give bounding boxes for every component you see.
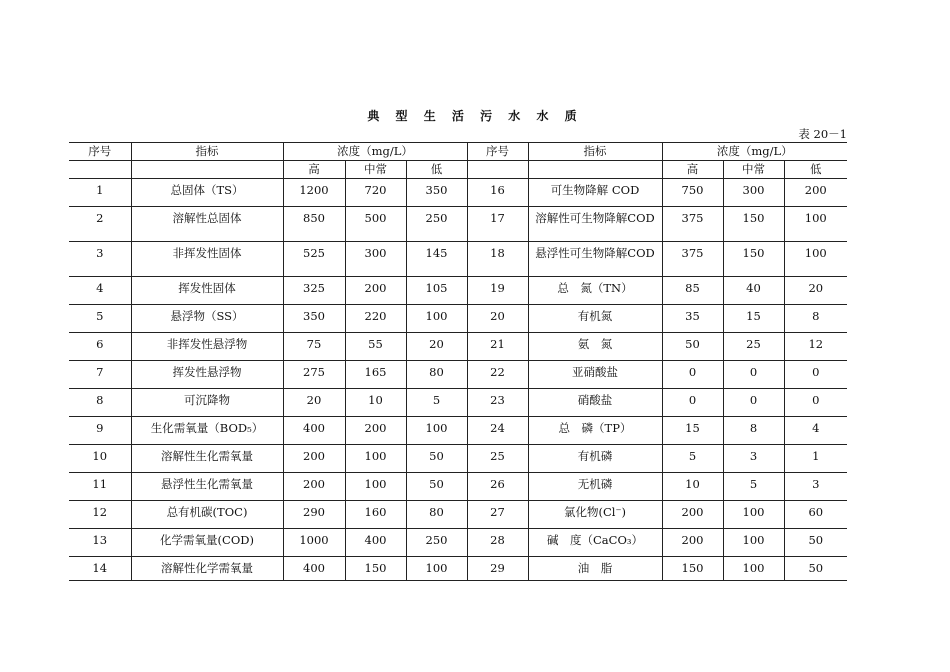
right-medium-cell: 8 — [723, 417, 784, 445]
right-low-cell: 200 — [784, 179, 847, 207]
left-medium-cell: 165 — [345, 361, 406, 389]
right-high-cell: 15 — [662, 417, 723, 445]
table-row — [69, 207, 847, 242]
right-name-cell: 亚硝酸盐 — [528, 361, 662, 389]
right-high-cell: 375 — [662, 242, 723, 277]
table-row — [69, 445, 847, 473]
header-concentration-right: 浓度（mg/L） — [662, 143, 847, 161]
table-row — [69, 417, 847, 445]
left-high-cell: 325 — [283, 277, 345, 305]
header-indicator-right: 指标 — [528, 143, 662, 161]
right-low-cell: 8 — [784, 305, 847, 333]
right-low-cell: 20 — [784, 277, 847, 305]
left-high-cell: 275 — [283, 361, 345, 389]
left-no-cell: 10 — [69, 445, 131, 473]
left-name-cell: 悬浮性生化需氧量 — [131, 473, 283, 501]
right-medium-cell: 100 — [723, 557, 784, 581]
right-high-cell: 85 — [662, 277, 723, 305]
left-high-cell: 850 — [283, 207, 345, 242]
right-no-cell: 20 — [467, 305, 528, 333]
right-medium-cell: 25 — [723, 333, 784, 361]
right-high-cell: 5 — [662, 445, 723, 473]
left-medium-cell: 150 — [345, 557, 406, 581]
left-low-cell: 20 — [406, 333, 467, 361]
right-high-cell: 10 — [662, 473, 723, 501]
header-high-right: 高 — [662, 161, 723, 179]
left-no-cell: 8 — [69, 389, 131, 417]
water-quality-table — [69, 142, 847, 581]
left-name-cell: 总有机碳(TOC) — [131, 501, 283, 529]
left-low-cell: 250 — [406, 529, 467, 557]
left-low-cell: 5 — [406, 389, 467, 417]
right-low-cell: 3 — [784, 473, 847, 501]
left-no-cell: 14 — [69, 557, 131, 581]
table-row — [69, 473, 847, 501]
left-high-cell: 20 — [283, 389, 345, 417]
left-medium-cell: 200 — [345, 417, 406, 445]
left-low-cell: 250 — [406, 207, 467, 242]
left-low-cell: 80 — [406, 501, 467, 529]
left-name-cell: 悬浮物（SS） — [131, 305, 283, 333]
right-low-cell: 0 — [784, 389, 847, 417]
left-high-cell: 75 — [283, 333, 345, 361]
right-low-cell: 60 — [784, 501, 847, 529]
left-low-cell: 145 — [406, 242, 467, 277]
table-row — [69, 501, 847, 529]
right-no-cell: 22 — [467, 361, 528, 389]
left-high-cell: 200 — [283, 473, 345, 501]
right-no-cell: 16 — [467, 179, 528, 207]
right-name-cell: 氯化物(Cl⁻) — [528, 501, 662, 529]
header-no-right: 序号 — [467, 143, 528, 161]
left-no-cell: 3 — [69, 242, 131, 277]
left-medium-cell: 720 — [345, 179, 406, 207]
left-low-cell: 100 — [406, 557, 467, 581]
left-name-cell: 生化需氧量（BOD₅） — [131, 417, 283, 445]
right-no-cell: 25 — [467, 445, 528, 473]
right-no-cell: 28 — [467, 529, 528, 557]
left-name-cell: 溶解性化学需氧量 — [131, 557, 283, 581]
left-no-cell: 7 — [69, 361, 131, 389]
table-number: 表 20－1 — [798, 127, 847, 141]
right-name-cell: 硝酸盐 — [528, 389, 662, 417]
header-medium-left: 中常 — [345, 161, 406, 179]
left-high-cell: 400 — [283, 417, 345, 445]
left-low-cell: 350 — [406, 179, 467, 207]
right-medium-cell: 0 — [723, 389, 784, 417]
header-low-left: 低 — [406, 161, 467, 179]
header-concentration-left: 浓度（mg/L） — [283, 143, 467, 161]
right-low-cell: 4 — [784, 417, 847, 445]
left-high-cell: 1000 — [283, 529, 345, 557]
left-medium-cell: 100 — [345, 473, 406, 501]
left-medium-cell: 160 — [345, 501, 406, 529]
left-high-cell: 290 — [283, 501, 345, 529]
right-medium-cell: 300 — [723, 179, 784, 207]
right-medium-cell: 150 — [723, 207, 784, 242]
left-no-cell: 4 — [69, 277, 131, 305]
left-no-cell: 1 — [69, 179, 131, 207]
left-medium-cell: 500 — [345, 207, 406, 242]
table-row — [69, 557, 847, 581]
right-medium-cell: 5 — [723, 473, 784, 501]
right-name-cell: 油 脂 — [528, 557, 662, 581]
right-low-cell: 100 — [784, 207, 847, 242]
right-high-cell: 150 — [662, 557, 723, 581]
right-high-cell: 200 — [662, 529, 723, 557]
right-no-cell: 19 — [467, 277, 528, 305]
right-high-cell: 750 — [662, 179, 723, 207]
right-name-cell: 氨 氮 — [528, 333, 662, 361]
header-high-left: 高 — [283, 161, 345, 179]
right-name-cell: 可生物降解 COD — [528, 179, 662, 207]
right-name-cell: 碱 度（CaCO₃） — [528, 529, 662, 557]
table-row — [69, 305, 847, 333]
right-low-cell: 12 — [784, 333, 847, 361]
left-no-cell: 13 — [69, 529, 131, 557]
left-name-cell: 溶解性总固体 — [131, 207, 283, 242]
left-no-cell: 12 — [69, 501, 131, 529]
left-low-cell: 80 — [406, 361, 467, 389]
right-no-cell: 23 — [467, 389, 528, 417]
right-no-cell: 17 — [467, 207, 528, 242]
right-name-cell: 总 氮（TN） — [528, 277, 662, 305]
right-high-cell: 375 — [662, 207, 723, 242]
left-no-cell: 9 — [69, 417, 131, 445]
table-row — [69, 242, 847, 277]
right-name-cell: 有机磷 — [528, 445, 662, 473]
table-row — [69, 179, 847, 207]
right-low-cell: 100 — [784, 242, 847, 277]
right-medium-cell: 0 — [723, 361, 784, 389]
right-name-cell: 悬浮性可生物降解COD — [528, 242, 662, 277]
left-name-cell: 挥发性固体 — [131, 277, 283, 305]
left-name-cell: 挥发性悬浮物 — [131, 361, 283, 389]
left-no-cell: 2 — [69, 207, 131, 242]
right-high-cell: 35 — [662, 305, 723, 333]
right-name-cell: 有机氮 — [528, 305, 662, 333]
left-low-cell: 100 — [406, 305, 467, 333]
right-medium-cell: 3 — [723, 445, 784, 473]
left-high-cell: 1200 — [283, 179, 345, 207]
left-name-cell: 溶解性生化需氧量 — [131, 445, 283, 473]
right-name-cell: 溶解性可生物降解COD — [528, 207, 662, 242]
left-high-cell: 350 — [283, 305, 345, 333]
right-medium-cell: 100 — [723, 529, 784, 557]
right-low-cell: 50 — [784, 529, 847, 557]
right-medium-cell: 15 — [723, 305, 784, 333]
left-no-cell: 6 — [69, 333, 131, 361]
right-low-cell: 1 — [784, 445, 847, 473]
right-high-cell: 0 — [662, 389, 723, 417]
right-name-cell: 总 磷（TP） — [528, 417, 662, 445]
right-high-cell: 50 — [662, 333, 723, 361]
left-no-cell: 5 — [69, 305, 131, 333]
right-no-cell: 26 — [467, 473, 528, 501]
header-medium-right: 中常 — [723, 161, 784, 179]
right-name-cell: 无机磷 — [528, 473, 662, 501]
table-row — [69, 277, 847, 305]
right-no-cell: 29 — [467, 557, 528, 581]
header-low-right: 低 — [784, 161, 847, 179]
header-row — [69, 143, 847, 161]
page-title: 典 型 生 活 污 水 水 质 — [367, 109, 583, 123]
right-low-cell: 50 — [784, 557, 847, 581]
left-name-cell: 总固体（TS） — [131, 179, 283, 207]
table-row — [69, 361, 847, 389]
left-no-cell: 11 — [69, 473, 131, 501]
left-high-cell: 200 — [283, 445, 345, 473]
header-indicator-left: 指标 — [131, 143, 283, 161]
right-medium-cell: 150 — [723, 242, 784, 277]
right-high-cell: 200 — [662, 501, 723, 529]
left-name-cell: 可沉降物 — [131, 389, 283, 417]
left-low-cell: 50 — [406, 445, 467, 473]
right-no-cell: 27 — [467, 501, 528, 529]
left-medium-cell: 400 — [345, 529, 406, 557]
left-low-cell: 105 — [406, 277, 467, 305]
left-medium-cell: 220 — [345, 305, 406, 333]
left-medium-cell: 300 — [345, 242, 406, 277]
right-low-cell: 0 — [784, 361, 847, 389]
table-row — [69, 529, 847, 557]
right-no-cell: 24 — [467, 417, 528, 445]
header-no-left: 序号 — [69, 143, 131, 161]
left-high-cell: 400 — [283, 557, 345, 581]
right-high-cell: 0 — [662, 361, 723, 389]
right-medium-cell: 40 — [723, 277, 784, 305]
right-no-cell: 18 — [467, 242, 528, 277]
right-medium-cell: 100 — [723, 501, 784, 529]
left-medium-cell: 100 — [345, 445, 406, 473]
left-high-cell: 525 — [283, 242, 345, 277]
right-no-cell: 21 — [467, 333, 528, 361]
subheader-row — [69, 161, 847, 179]
left-name-cell: 非挥发性悬浮物 — [131, 333, 283, 361]
left-low-cell: 100 — [406, 417, 467, 445]
left-medium-cell: 55 — [345, 333, 406, 361]
left-name-cell: 化学需氧量(COD) — [131, 529, 283, 557]
left-medium-cell: 10 — [345, 389, 406, 417]
left-medium-cell: 200 — [345, 277, 406, 305]
table-row — [69, 389, 847, 417]
left-name-cell: 非挥发性固体 — [131, 242, 283, 277]
table-row — [69, 333, 847, 361]
left-low-cell: 50 — [406, 473, 467, 501]
